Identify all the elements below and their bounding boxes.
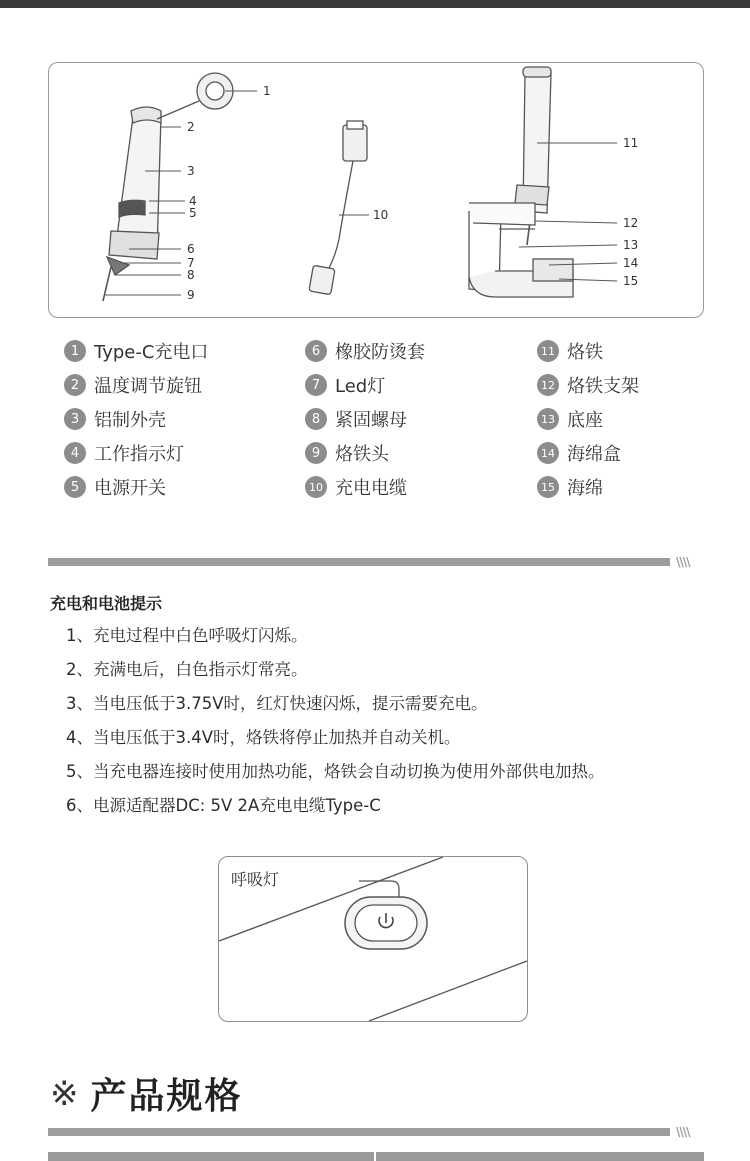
callout-2: 2 (187, 120, 195, 134)
legend-item (305, 406, 407, 432)
legend-label: 烙铁 (567, 342, 603, 363)
tip-item: 5、当充电器连接时使用加热功能，烙铁会自动切换为使用外部供电加热。 (66, 762, 605, 781)
callout-9: 9 (187, 288, 195, 302)
legend-item (537, 406, 603, 432)
legend-item (537, 474, 603, 500)
legend-label: 烙铁头 (335, 444, 389, 465)
legend-item (537, 338, 603, 364)
legend-label: 电源开关 (94, 478, 166, 499)
legend-label: 海绵 (567, 478, 603, 499)
reference-mark-icon: ※ (50, 1073, 79, 1114)
divider-bar (48, 1128, 670, 1136)
legend-label: 紧固螺母 (335, 410, 407, 431)
top-bar (0, 0, 750, 8)
specs-table-header (48, 1152, 704, 1161)
callout-3: 3 (187, 164, 195, 178)
legend-item (64, 372, 202, 398)
legend-number-badge: 6 (305, 340, 327, 362)
legend-label: Type-C充电口 (94, 342, 209, 363)
diagram-illustration (49, 63, 703, 317)
legend-item (305, 338, 425, 364)
legend-number-badge: 5 (64, 476, 86, 498)
legend-item (305, 474, 407, 500)
divider-bar (48, 558, 670, 566)
legend-number-badge: 3 (64, 408, 86, 430)
breathing-light-diagram (218, 856, 528, 1022)
callout-7: 7 (187, 256, 195, 270)
legend-number-badge: 13 (537, 408, 559, 430)
legend-number-badge: 2 (64, 374, 86, 396)
legend-item (537, 440, 621, 466)
specs-title: 产品规格 (90, 1076, 243, 1117)
section-divider (48, 1125, 704, 1139)
callout-5: 5 (189, 206, 197, 220)
callout-10: 10 (373, 208, 389, 222)
component-diagram (48, 62, 704, 318)
divider-slashes: \\\\ (676, 555, 690, 569)
callout-4: 4 (189, 194, 197, 208)
tip-item: 3、当电压低于3.75V时，红灯快速闪烁，提示需要充电。 (66, 694, 488, 713)
legend-number-badge: 8 (305, 408, 327, 430)
legend-label: 底座 (567, 410, 603, 431)
legend-number-badge: 1 (64, 340, 86, 362)
callout-14: 14 (623, 256, 639, 270)
legend-item (305, 372, 385, 398)
specs-heading (50, 1068, 243, 1119)
callout-8: 8 (187, 268, 195, 282)
tip-item: 1、充电过程中白色呼吸灯闪烁。 (66, 626, 308, 645)
callout-11: 11 (623, 136, 639, 150)
legend-number-badge: 11 (537, 340, 559, 362)
legend-label: 铝制外壳 (94, 410, 166, 431)
parts-legend (64, 338, 704, 528)
legend-number-badge: 15 (537, 476, 559, 498)
charging-cable-drawing (309, 121, 367, 295)
tip-item: 2、充满电后，白色指示灯常亮。 (66, 660, 308, 679)
legend-number-badge: 14 (537, 442, 559, 464)
section-divider (48, 555, 704, 569)
soldering-pen-drawing (103, 73, 233, 301)
legend-item (537, 372, 639, 398)
legend-item (305, 440, 389, 466)
legend-number-badge: 4 (64, 442, 86, 464)
legend-label: 海绵盒 (567, 444, 621, 465)
legend-number-badge: 12 (537, 374, 559, 396)
callout-12: 12 (623, 216, 639, 230)
legend-label: 工作指示灯 (94, 444, 184, 465)
legend-label: Led灯 (335, 376, 386, 397)
legend-label: 充电电缆 (335, 478, 407, 499)
breathing-light-label: 呼吸灯 (231, 870, 280, 889)
callout-13: 13 (623, 238, 639, 252)
legend-item (64, 406, 166, 432)
legend-item (64, 338, 208, 364)
callout-1: 1 (263, 84, 271, 98)
legend-item (64, 440, 184, 466)
legend-number-badge: 9 (305, 442, 327, 464)
stand-drawing (469, 67, 573, 297)
legend-number-badge: 7 (305, 374, 327, 396)
callout-15: 15 (623, 274, 639, 288)
tips-list (66, 622, 746, 826)
legend-item (64, 474, 166, 500)
callout-6: 6 (187, 242, 195, 256)
divider-slashes: \\\\ (676, 1125, 690, 1139)
table-column-divider (374, 1152, 376, 1161)
tip-item: 6、电源适配器DC: 5V 2A充电电缆Type-C (66, 796, 381, 815)
legend-label: 橡胶防烫套 (335, 342, 425, 363)
legend-number-badge: 10 (305, 476, 327, 498)
legend-label: 烙铁支架 (567, 376, 639, 397)
legend-label: 温度调节旋钮 (94, 376, 202, 397)
tips-title: 充电和电池提示 (50, 594, 163, 613)
tip-item: 4、当电压低于3.4V时，烙铁将停止加热并自动关机。 (66, 728, 461, 747)
